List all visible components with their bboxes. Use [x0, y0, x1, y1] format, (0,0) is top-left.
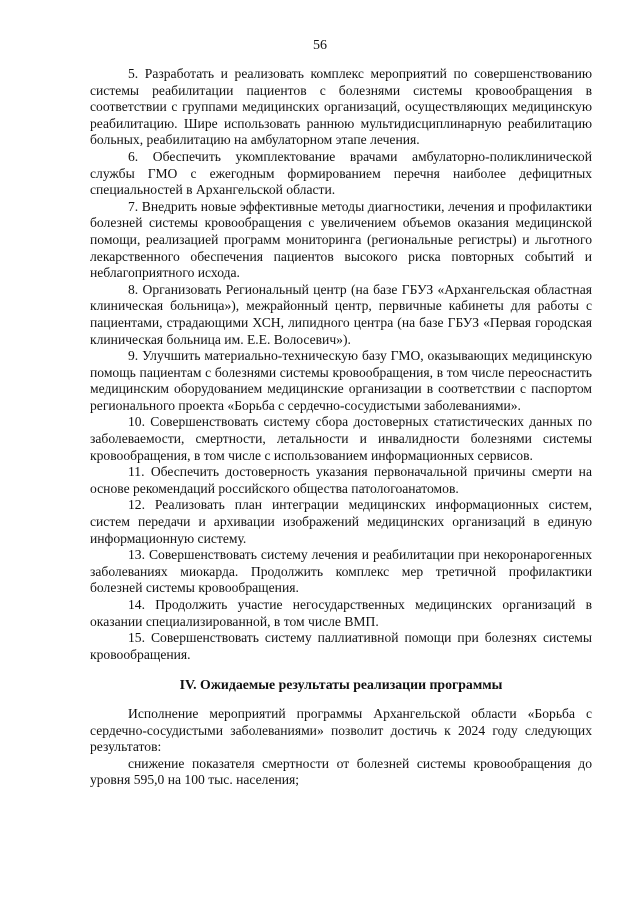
section-heading: IV. Ожидаемые результаты реализации программы	[179, 677, 503, 693]
paragraph-item-11: 11. Обеспечить достоверность указания первоначальной причины смерти на основе рекомендаций российского общества патологоанатомов.	[90, 464, 592, 496]
paragraph-item-12: 12. Реализовать план интеграции медицинских информационных систем, систем передачи и архивации изображений медицинских организаций в единую информационную систему.	[90, 497, 592, 546]
results-item-mortality: снижение показателя смертности от болезней системы кровообращения до уровня 595,0 на 100 тыс. населения;	[90, 755, 592, 788]
paragraph-item-15: 15. Совершенствовать систему паллиативной помощи при болезнях системы кровообращения.	[90, 630, 592, 662]
paragraph-item-5: 5. Разработать и реализовать комплекс мероприятий по совершенствованию системы реабилитации пациентов с болезнями системы кровообращения в соответствии с группами медицинских организаций, осуществляющих медицинскую реабилитацию. Шире использовать раннюю мультидисциплинарную реабилитацию больных, реабилитацию на амбулаторном этапе лечения.	[90, 66, 592, 148]
paragraph-item-10: 10. Совершенствовать систему сбора достоверных статистических данных по заболеваемости, смертности, летальности и инвалидности болезнями системы кровообращения, в том числе с использованием информационных сервисов.	[90, 414, 592, 463]
document-body	[90, 66, 592, 789]
page-number: 56	[313, 38, 327, 53]
paragraph-item-6: 6. Обеспечить укомплектование врачами амбулаторно-поликлинической службы ГМО с ежегодным формированием перечня наиболее дефицитных специальностей в Архангельской области.	[90, 148, 592, 198]
paragraph-item-7: 7. Внедрить новые эффективные методы диагностики, лечения и профилактики болезней системы кровообращения с увеличением объемов оказания медицинской помощи, реализацией программ мониторинга (региональные регистры) и льготного лекарственного обеспечения пациентов высокого риска повторных событий и неблагоприятного исхода.	[90, 198, 592, 281]
paragraph-item-13: 13. Совершенствовать систему лечения и реабилитации при некоронарогенных заболеваниях миокарда. Продолжить комплекс мер третичной профилактики болезней системы кровообращения.	[90, 547, 592, 596]
paragraph-item-9: 9. Улучшить материально-техническую базу ГМО, оказывающих медицинскую помощь пациентам с болезнями системы кровообращения, в том числе переоснастить медицинским оборудованием медицинские организации в соответствии с паспортом регионального проекта «Борьба с сердечно-сосудистыми заболеваниями».	[90, 348, 592, 413]
results-intro-paragraph: Исполнение мероприятий программы Архангельской области «Борьба с сердечно-сосудистыми заболеваниями» позволит достичь к 2024 году следующих результатов:	[90, 705, 592, 755]
paragraph-item-8: 8. Организовать Региональный центр (на базе ГБУЗ «Архангельская областная клиническая больница»), межрайонный центр, первичные кабинеты для работы с пациентами, страдающими ХСН, липидного центра (на базе ГБУЗ «Первая городская клиническая больница им. Е.Е. Волосевич»).	[90, 281, 592, 347]
paragraph-item-14: 14. Продолжить участие негосударственных медицинских организаций в оказании специализированной, в том числе ВМП.	[90, 597, 592, 629]
